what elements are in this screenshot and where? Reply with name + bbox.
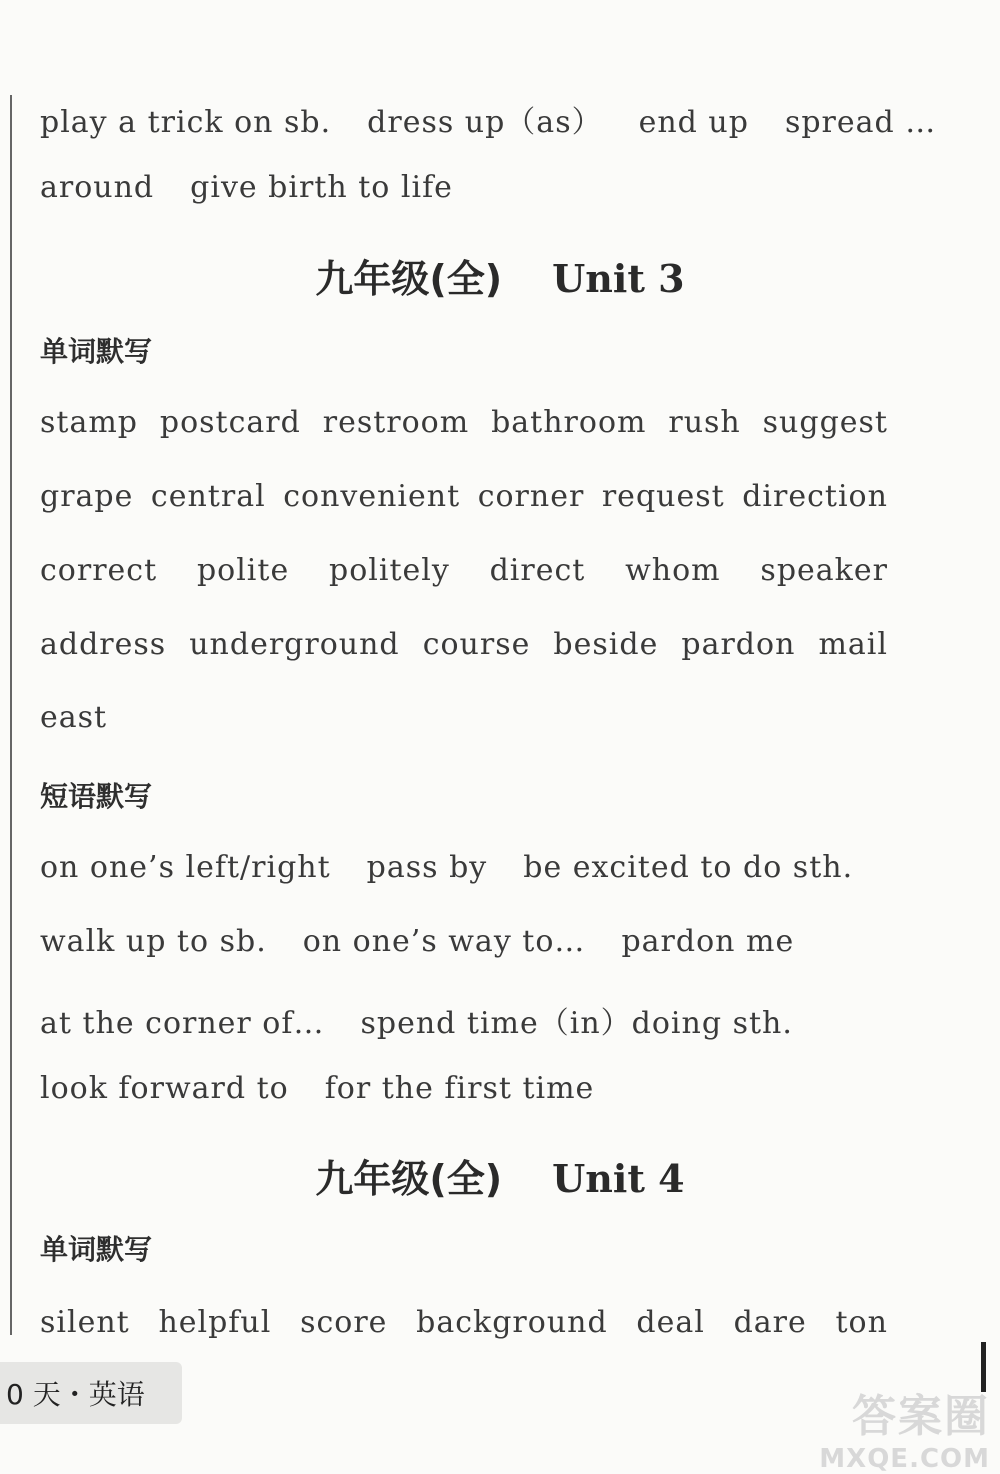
phrase: around <box>40 170 155 205</box>
word: mail <box>818 627 888 662</box>
word-line <box>40 553 888 588</box>
word-line <box>40 479 888 514</box>
phrase: give birth to life <box>190 170 453 205</box>
word: direct <box>489 553 586 588</box>
word-line <box>40 700 940 735</box>
phrase-line <box>40 1071 940 1106</box>
footer-page-label: 0 天・英语 <box>0 1362 182 1424</box>
word: whom <box>625 553 721 588</box>
word: score <box>300 1305 388 1340</box>
grade-label: 九年级(全) <box>315 257 503 301</box>
phrase: end up <box>638 105 749 140</box>
word: dare <box>733 1305 807 1340</box>
word: polite <box>196 553 290 588</box>
word: helpful <box>158 1305 272 1340</box>
phrase: pass by <box>366 850 488 885</box>
phrase: dress up（as） <box>367 105 603 140</box>
word-line <box>40 405 888 440</box>
word: deal <box>636 1305 705 1340</box>
unit-label: Unit 4 <box>552 1156 685 1201</box>
word: speaker <box>760 553 888 588</box>
word: rush <box>668 405 741 440</box>
word: silent <box>40 1305 130 1340</box>
word-line <box>40 1305 888 1340</box>
word: course <box>422 627 531 662</box>
word: direction <box>742 479 888 514</box>
phrase: at the corner of… <box>40 1006 325 1041</box>
section-heading: 短语默写 <box>40 780 153 813</box>
word: east <box>40 700 108 735</box>
word: ton <box>835 1305 888 1340</box>
phrase-line <box>40 850 940 885</box>
phrase: walk up to sb. <box>40 924 267 959</box>
phrase-line <box>40 998 940 1042</box>
phrase: spread … <box>784 105 937 140</box>
word: underground <box>189 627 400 662</box>
word: corner <box>477 479 585 514</box>
phrase-line <box>40 924 940 959</box>
phrase: on one’s left/right <box>40 850 331 885</box>
word: stamp <box>40 405 138 440</box>
word: central <box>150 479 266 514</box>
phrase: look forward to <box>40 1071 289 1106</box>
grade-label: 九年级(全) <box>315 1157 503 1201</box>
watermark-logo <box>750 1380 990 1474</box>
unit-title <box>0 1148 1000 1203</box>
phrase-line <box>40 97 940 141</box>
unit-title <box>0 248 1000 303</box>
word: bathroom <box>491 405 647 440</box>
phrase: pardon me <box>621 924 795 959</box>
phrase: play a trick on sb. <box>40 105 332 140</box>
word: pardon <box>681 627 796 662</box>
watermark-logo-text: 答案圈 <box>852 1391 990 1442</box>
phrase: for the first time <box>324 1071 595 1106</box>
word: beside <box>553 627 659 662</box>
phrase: on one’s way to… <box>302 924 586 959</box>
section-heading: 单词默写 <box>40 335 153 368</box>
phrase: spend time（in）doing sth. <box>360 1006 793 1041</box>
word: background <box>416 1305 608 1340</box>
watermark-site-text: MXQE.COM <box>819 1444 990 1474</box>
word-line <box>40 627 888 662</box>
word: grape <box>40 479 134 514</box>
word: restroom <box>322 405 470 440</box>
word: suggest <box>762 405 888 440</box>
section-heading: 单词默写 <box>40 1233 153 1266</box>
word: politely <box>328 553 450 588</box>
word: request <box>601 479 725 514</box>
word: convenient <box>283 479 461 514</box>
phrase-line <box>40 170 940 205</box>
word: postcard <box>159 405 301 440</box>
word: correct <box>40 553 158 588</box>
word: address <box>40 627 167 662</box>
phrase: be excited to do sth. <box>523 850 854 885</box>
unit-label: Unit 3 <box>552 256 685 301</box>
